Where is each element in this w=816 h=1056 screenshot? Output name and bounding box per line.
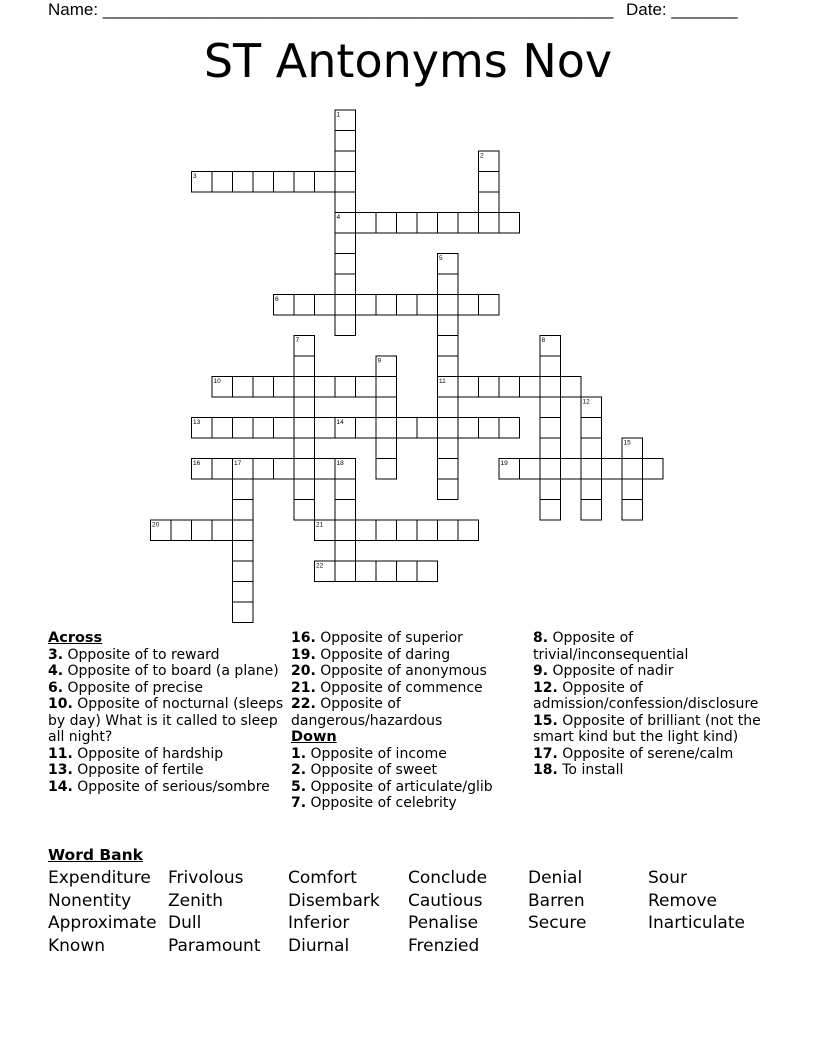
- grid-cell[interactable]: [335, 315, 356, 336]
- grid-cell[interactable]: [294, 418, 315, 439]
- clue-number-label: 21.: [291, 679, 316, 696]
- grid-cell[interactable]: [171, 520, 192, 541]
- grid-cell[interactable]: [499, 377, 520, 398]
- grid-cell[interactable]: [253, 172, 274, 193]
- grid-cell[interactable]: [438, 459, 459, 480]
- grid-cell[interactable]: [417, 561, 438, 582]
- grid-cell[interactable]: [294, 500, 315, 521]
- clue-number: 11: [439, 378, 446, 385]
- word-bank-word: Paramount: [168, 936, 261, 956]
- clue-item: [48, 779, 284, 796]
- clue-item: [48, 680, 284, 697]
- grid-cell[interactable]: [294, 377, 315, 398]
- name-line: ______________________________________________________: [102, 0, 614, 19]
- grid-cell[interactable]: [397, 561, 418, 582]
- grid-cell[interactable]: [581, 500, 602, 521]
- grid-cell[interactable]: [397, 295, 418, 316]
- grid-cell[interactable]: [458, 418, 479, 439]
- grid-cell[interactable]: [622, 459, 643, 480]
- grid-cell[interactable]: [458, 295, 479, 316]
- date-label: Date:: [626, 0, 667, 19]
- clue-item: [48, 762, 284, 779]
- grid-cell[interactable]: [274, 459, 295, 480]
- grid-cell[interactable]: [376, 213, 397, 234]
- clue-text: Opposite of sweet: [306, 762, 438, 778]
- clue-item: [291, 795, 521, 812]
- grid-cell[interactable]: [458, 377, 479, 398]
- grid-cell[interactable]: [233, 520, 254, 541]
- grid-cell[interactable]: [253, 418, 274, 439]
- grid-cell[interactable]: [397, 418, 418, 439]
- grid-cell[interactable]: [335, 561, 356, 582]
- grid-cell[interactable]: [212, 520, 233, 541]
- word-bank-word: Known: [48, 936, 106, 956]
- clue-item: [291, 663, 521, 680]
- clue-text: Opposite of fertile: [72, 762, 204, 778]
- word-bank-word: Zenith: [168, 891, 224, 911]
- grid-cell[interactable]: [274, 418, 295, 439]
- clue-item: [533, 630, 773, 663]
- grid-cell[interactable]: [438, 336, 459, 357]
- grid-cell[interactable]: [438, 479, 459, 500]
- grid-cell[interactable]: [479, 213, 500, 234]
- clue-number: 16: [193, 460, 201, 467]
- clue-text: Opposite of celebrity: [306, 795, 457, 811]
- grid-cell[interactable]: [540, 397, 561, 418]
- clue-item: [533, 746, 773, 763]
- clue-text: Opposite of income: [306, 745, 447, 762]
- clue-number: 5: [439, 255, 443, 262]
- clue-number: 17: [234, 460, 242, 467]
- word-bank-word: Inferior: [288, 913, 350, 933]
- grid-cell[interactable]: [315, 459, 336, 480]
- grid-cell[interactable]: [294, 397, 315, 418]
- grid-cell[interactable]: [438, 315, 459, 336]
- grid-cell[interactable]: [335, 233, 356, 254]
- word-bank-word: Diurnal: [288, 936, 350, 956]
- clue-number: 8: [541, 337, 546, 344]
- clue-number-label: 9.: [533, 663, 549, 679]
- clue-text: Opposite of dangerous/hazardous: [291, 696, 443, 729]
- grid-cell[interactable]: [540, 479, 561, 500]
- grid-cell[interactable]: [356, 520, 377, 541]
- clue-number: 22: [316, 562, 324, 570]
- clue-number-label: 18.: [533, 762, 558, 778]
- grid-cell[interactable]: [458, 520, 479, 541]
- clue-number-label: 20.: [291, 663, 316, 679]
- grid-cell[interactable]: [540, 377, 561, 398]
- word-bank-word: Frenzied: [408, 936, 480, 956]
- clue-text: Opposite of articulate/glib: [306, 778, 493, 795]
- grid-cell[interactable]: [294, 459, 315, 480]
- grid-cell[interactable]: [438, 356, 459, 377]
- clue-number: 14: [336, 419, 344, 426]
- grid-cell[interactable]: [233, 172, 254, 193]
- clue-number-label: 16.: [291, 630, 316, 646]
- grid-cell[interactable]: [622, 500, 643, 521]
- grid-cell[interactable]: [356, 377, 377, 398]
- grid-cell[interactable]: [438, 438, 459, 459]
- clue-item: [533, 663, 773, 680]
- clue-text: Opposite of nocturnal (sleeps by day) What is it called to sleep all night?: [48, 696, 284, 745]
- clue-text: Opposite of admission/confession/disclosure: [533, 679, 759, 712]
- date-line: _______: [671, 0, 738, 19]
- clue-text: Opposite of to reward: [63, 646, 220, 663]
- word-bank-word: Inarticulate: [648, 913, 745, 933]
- grid-cell[interactable]: [233, 479, 254, 500]
- grid-cell[interactable]: [356, 295, 377, 316]
- grid-cell[interactable]: [212, 459, 233, 480]
- grid-cell[interactable]: [212, 418, 233, 439]
- clue-number-label: 4.: [48, 663, 64, 679]
- clue-text: Opposite of to board (a plane): [63, 663, 279, 679]
- grid-cell[interactable]: [192, 520, 213, 541]
- grid-cell[interactable]: [315, 172, 336, 193]
- grid-cell[interactable]: [561, 377, 582, 398]
- grid-cell[interactable]: [335, 520, 356, 541]
- grid-cell[interactable]: [335, 541, 356, 562]
- grid-cell[interactable]: [335, 479, 356, 500]
- word-bank-word: Denial: [528, 868, 583, 888]
- grid-cell[interactable]: [212, 172, 233, 193]
- clue-number: 7: [295, 337, 300, 344]
- clue-text: Opposite of serene/calm: [557, 745, 734, 762]
- clue-number: 10: [213, 378, 221, 385]
- clue-text: Opposite of superior: [315, 630, 463, 646]
- clue-item: [291, 762, 521, 779]
- grid-cell[interactable]: [561, 459, 582, 480]
- grid-cell[interactable]: [376, 561, 397, 582]
- word-bank-word: Cautious: [408, 891, 483, 911]
- clue-item: [291, 680, 521, 697]
- grid-cell[interactable]: [417, 520, 438, 541]
- clue-number-label: 13.: [48, 762, 73, 778]
- clue-number: 13: [193, 419, 201, 426]
- word-bank-word: Approximate: [48, 913, 157, 933]
- across-clue-list: [48, 647, 284, 796]
- grid-cell[interactable]: [356, 418, 377, 439]
- clue-number-label: 12.: [533, 679, 558, 696]
- word-bank-word: Expenditure: [48, 868, 151, 888]
- grid-cell[interactable]: [540, 459, 561, 480]
- clue-text: Opposite of nadir: [548, 663, 674, 679]
- grid-cell[interactable]: [233, 418, 254, 439]
- clue-number-label: 17.: [533, 745, 558, 762]
- grid-cell[interactable]: [438, 295, 459, 316]
- clue-number: 21: [316, 521, 324, 529]
- clue-text: Opposite of trivial/inconsequential: [533, 630, 689, 663]
- grid-cell[interactable]: [438, 418, 459, 439]
- grid-cell[interactable]: [479, 172, 500, 193]
- grid-cell[interactable]: [335, 151, 356, 172]
- grid-cell[interactable]: [294, 438, 315, 459]
- grid-cell[interactable]: [233, 602, 254, 623]
- grid-cell[interactable]: [233, 500, 254, 521]
- grid-cell[interactable]: [499, 213, 520, 234]
- clue-number-label: 14.: [48, 778, 73, 795]
- clue-number-label: 2.: [291, 762, 307, 778]
- down-clue-list: [291, 746, 521, 812]
- clue-number: 12: [582, 398, 590, 406]
- word-bank-word: Barren: [528, 891, 585, 911]
- grid-cell[interactable]: [376, 377, 397, 398]
- word-bank-word: Secure: [528, 913, 587, 933]
- clues-column-2: [291, 630, 521, 812]
- clue-text: To install: [557, 762, 624, 778]
- grid-cell[interactable]: [397, 520, 418, 541]
- clue-number-label: 15.: [533, 712, 558, 729]
- clue-number: 3: [193, 173, 197, 180]
- grid-cell[interactable]: [274, 172, 295, 193]
- grid-cell[interactable]: [315, 295, 336, 316]
- clue-item: [48, 746, 284, 763]
- grid-cell[interactable]: [479, 295, 500, 316]
- clue-item: [291, 779, 521, 796]
- grid-cell[interactable]: [356, 213, 377, 234]
- grid-cell[interactable]: [540, 438, 561, 459]
- word-bank-word: Comfort: [288, 868, 357, 888]
- clue-number: 9: [377, 357, 382, 365]
- grid-cell[interactable]: [335, 274, 356, 295]
- grid-cell[interactable]: [335, 295, 356, 316]
- clue-item: [291, 696, 521, 729]
- clue-number-label: 22.: [291, 696, 316, 712]
- grid-cell[interactable]: [417, 418, 438, 439]
- grid-cell[interactable]: [458, 213, 479, 234]
- clue-item: [533, 762, 773, 779]
- grid-cell[interactable]: [540, 500, 561, 521]
- grid-cell[interactable]: [581, 438, 602, 459]
- grid-cell[interactable]: [479, 418, 500, 439]
- clue-number: 2: [480, 152, 484, 160]
- clue-number: 19: [500, 460, 508, 467]
- grid-cell[interactable]: [622, 479, 643, 500]
- clue-number: 1: [336, 111, 341, 119]
- clue-number: 15: [623, 439, 631, 447]
- clue-number-label: 6.: [48, 679, 64, 696]
- grid-cell[interactable]: [376, 438, 397, 459]
- grid-cell[interactable]: [520, 377, 541, 398]
- grid-cell[interactable]: [233, 561, 254, 582]
- clue-item: [48, 663, 284, 680]
- grid-cell[interactable]: [540, 356, 561, 377]
- grid-cell[interactable]: [376, 397, 397, 418]
- grid-cell[interactable]: [499, 418, 520, 439]
- clue-text: Opposite of daring: [315, 646, 451, 663]
- clues-column-3: [533, 630, 773, 779]
- grid-cell[interactable]: [335, 172, 356, 193]
- grid-cell[interactable]: [335, 500, 356, 521]
- word-bank-word: Disembark: [288, 891, 380, 911]
- clue-number-label: 3.: [48, 646, 64, 663]
- name-label: Name:: [48, 0, 99, 19]
- clue-number: 20: [152, 521, 160, 529]
- clue-item: [48, 696, 284, 746]
- clue-number-label: 5.: [291, 778, 307, 795]
- word-bank-word: Remove: [648, 891, 717, 911]
- grid-cell[interactable]: [397, 213, 418, 234]
- clue-number: 18: [336, 460, 344, 467]
- clue-number-label: 8.: [533, 630, 549, 646]
- clue-text: Opposite of anonymous: [315, 663, 487, 679]
- grid-cell[interactable]: [581, 459, 602, 480]
- grid-cell[interactable]: [376, 520, 397, 541]
- grid-cell[interactable]: [581, 479, 602, 500]
- word-bank-word: Conclude: [408, 868, 488, 888]
- grid-cell[interactable]: [294, 172, 315, 193]
- grid-cell[interactable]: [376, 418, 397, 439]
- grid-cell[interactable]: [233, 541, 254, 562]
- word-bank-title: Word Bank: [48, 846, 143, 864]
- across-clue-list-continued: [291, 630, 521, 729]
- grid-cell[interactable]: [356, 561, 377, 582]
- word-bank-word: Sour: [648, 868, 687, 888]
- clue-item: [48, 647, 284, 664]
- grid-cell[interactable]: [253, 459, 274, 480]
- clue-item: [291, 630, 521, 647]
- grid-cell[interactable]: [643, 459, 664, 480]
- grid-cell[interactable]: [417, 295, 438, 316]
- word-bank-word: Penalise: [408, 913, 479, 933]
- grid-cell[interactable]: [540, 418, 561, 439]
- grid-cell[interactable]: [417, 213, 438, 234]
- grid-cell[interactable]: [438, 213, 459, 234]
- grid-cell[interactable]: [376, 459, 397, 480]
- clue-number: 4: [336, 214, 341, 221]
- clues-column-1: [48, 630, 284, 795]
- grid-cell[interactable]: [274, 377, 295, 398]
- grid-cell[interactable]: [602, 459, 623, 480]
- clue-item: [533, 680, 773, 713]
- grid-cell[interactable]: [233, 582, 254, 603]
- word-bank-word: Dull: [168, 913, 202, 933]
- grid-cell[interactable]: [335, 377, 356, 398]
- grid-cell[interactable]: [335, 192, 356, 213]
- clue-number-label: 1.: [291, 745, 307, 762]
- grid-cell[interactable]: [438, 274, 459, 295]
- clue-text: Opposite of hardship: [72, 745, 224, 762]
- clue-text: Opposite of commence: [315, 679, 483, 696]
- clue-text: Opposite of serious/sombre: [72, 778, 270, 795]
- down-clue-list-continued: [533, 630, 773, 779]
- clue-number-label: 11.: [48, 745, 73, 762]
- grid-cell[interactable]: [479, 377, 500, 398]
- word-bank-word: Frivolous: [168, 868, 244, 888]
- grid-cell[interactable]: [438, 520, 459, 541]
- grid-cell[interactable]: [294, 356, 315, 377]
- grid-cell[interactable]: [315, 418, 336, 439]
- clue-item: [291, 746, 521, 763]
- clue-item: [291, 647, 521, 664]
- down-heading: Down: [291, 729, 337, 745]
- clue-number: 6: [275, 296, 279, 303]
- grid-cell[interactable]: [376, 295, 397, 316]
- grid-cell[interactable]: [335, 254, 356, 275]
- grid-cell[interactable]: [315, 377, 336, 398]
- grid-cell[interactable]: [294, 295, 315, 316]
- clue-number-label: 19.: [291, 646, 316, 663]
- clue-number-label: 7.: [291, 795, 307, 811]
- grid-cell[interactable]: [335, 131, 356, 152]
- grid-cell[interactable]: [520, 459, 541, 480]
- page-title: ST Antonyms Nov: [203, 34, 613, 88]
- grid-cell[interactable]: [479, 192, 500, 213]
- across-heading: Across: [48, 630, 103, 646]
- word-bank-word: Nonentity: [48, 891, 132, 911]
- clue-number-label: 10.: [48, 696, 73, 712]
- grid-cell[interactable]: [294, 479, 315, 500]
- grid-cell[interactable]: [253, 377, 274, 398]
- grid-cell[interactable]: [581, 418, 602, 439]
- clue-text: Opposite of precise: [63, 679, 203, 696]
- grid-cell[interactable]: [438, 397, 459, 418]
- clue-text: Opposite of brilliant (not the smart kind but the light kind): [533, 712, 761, 745]
- clue-item: [533, 713, 773, 746]
- grid-cell[interactable]: [233, 377, 254, 398]
